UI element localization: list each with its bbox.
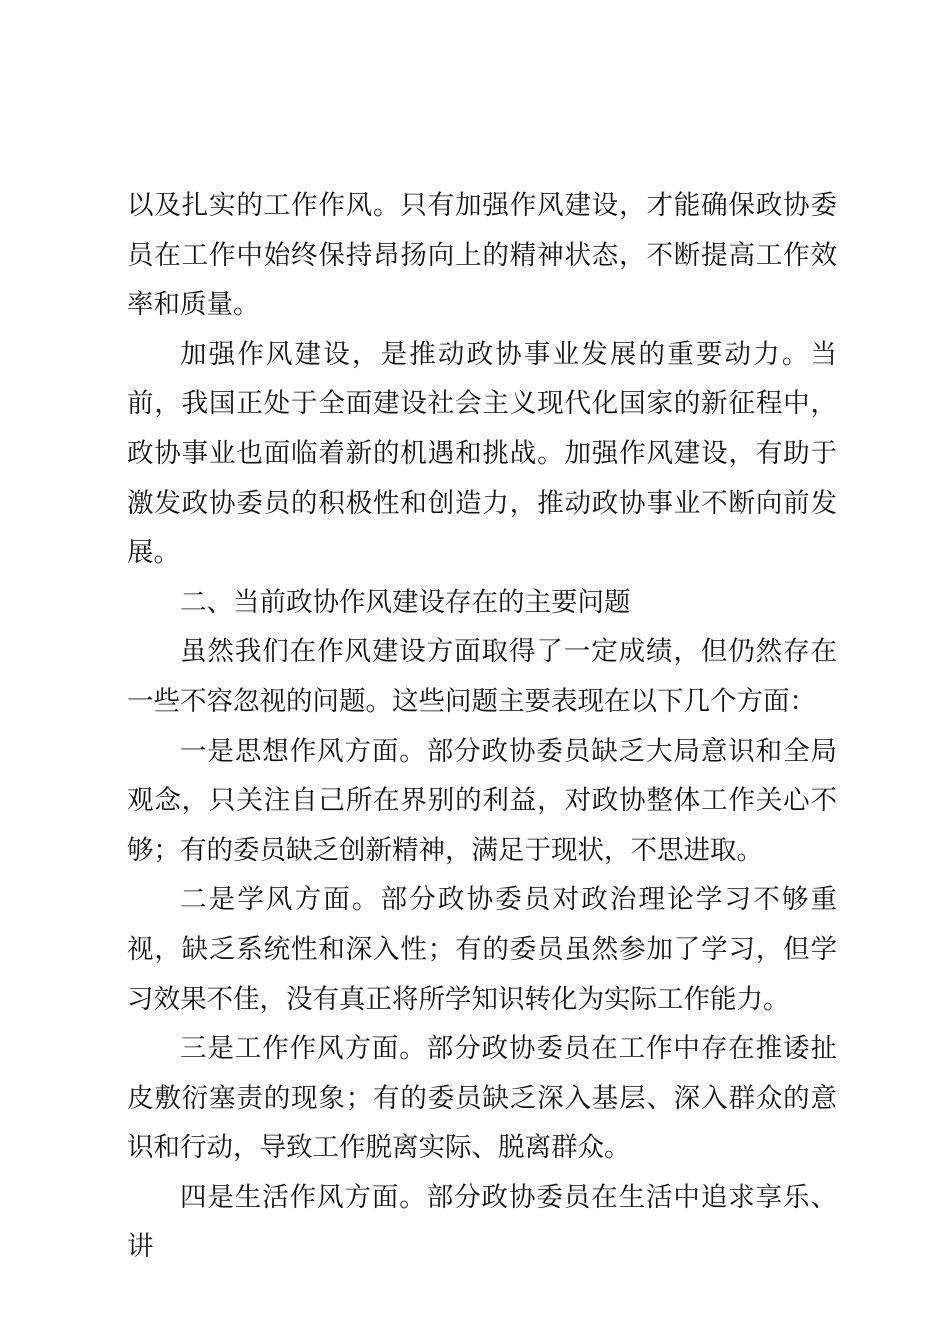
paragraph-4: 一是思想作风方面。部分政协委员缺乏大局意识和全局观念，只关注自己所在界别的利益，对政协整体工作关心不够；有的委员缺乏创新精神，满足于现状，不思进取。 — [127, 735, 837, 866]
section-heading: 二、当前政协作风建设存在的主要问题 — [180, 586, 631, 618]
paragraph-5: 二是学风方面。部分政协委员对政治理论学习不够重视，缺乏系统性和深入性；有的委员虽然参加了学习，但学习效果不佳，没有真正将所学知识转化为实际工作能力。 — [127, 884, 837, 1015]
document-body — [127, 181, 837, 1272]
paragraph-1: 以及扎实的工作作风。只有加强作风建设，才能确保政协委员在工作中始终保持昂扬向上的精神状态，不断提高工作效率和质量。 — [127, 190, 837, 321]
paragraph-6: 三是工作作风方面。部分政协委员在工作中存在推诿扯皮敷衍塞责的现象；有的委员缺乏深入基层、深入群众的意识和行动，导致工作脱离实际、脱离群众。 — [127, 1033, 837, 1164]
paragraph-7: 四是生活作风方面。部分政协委员在生活中追求享乐、讲 — [127, 1181, 837, 1263]
paragraph-2: 加强作风建设，是推动政协事业发展的重要动力。当前，我国正处于全面建设社会主义现代化国家的新征程中，政协事业也面临着新的机遇和挑战。加强作风建设，有助于激发政协委员的积极性和创造力，推动政协事业不断向前发展。 — [127, 338, 837, 569]
paragraph-3: 虽然我们在作风建设方面取得了一定成绩，但仍然存在一些不容忽视的问题。这些问题主要表现在以下几个方面： — [127, 636, 837, 717]
